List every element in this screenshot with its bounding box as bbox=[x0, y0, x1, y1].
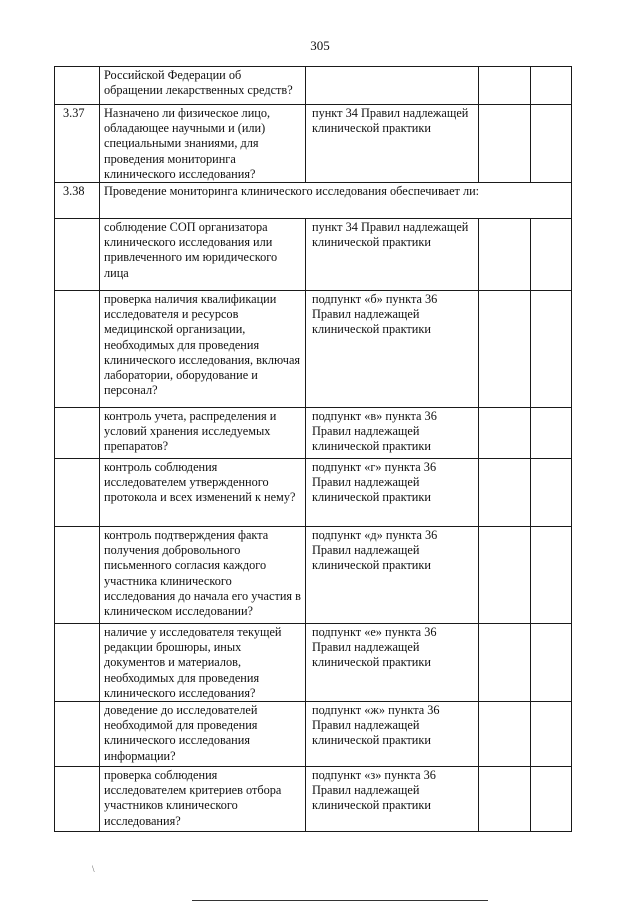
row-number bbox=[55, 67, 100, 105]
row-number: 3.38 bbox=[55, 183, 100, 219]
question-cell: контроль подтверждения факта получения добровольного письменного согласия каждого участника клинического исследования до начала его участия в клиническом исследовании? bbox=[100, 527, 306, 624]
reference-cell: подпункт «в» пункта 36 Правил надлежащей клинической практики bbox=[306, 408, 479, 459]
table-row bbox=[55, 291, 572, 408]
answer-cell bbox=[479, 408, 531, 459]
question-cell: проверка наличия квалификации исследователя и ресурсов медицинской организации, необходимых для проведения клинического исследования, включая лаборатории, оборудование и персонал? bbox=[100, 291, 306, 408]
reference-cell: подпункт «д» пункта 36 Правил надлежащей клинической практики bbox=[306, 527, 479, 624]
question-cell: доведение до исследователей необходимой для проведения клинического исследования информации? bbox=[100, 702, 306, 767]
reference-cell bbox=[306, 67, 479, 105]
reference-cell: подпункт «г» пункта 36 Правил надлежащей клинической практики bbox=[306, 459, 479, 527]
row-number bbox=[55, 624, 100, 702]
question-cell: контроль соблюдения исследователем утвержденного протокола и всех изменений к нему? bbox=[100, 459, 306, 527]
answer-cell bbox=[479, 767, 531, 832]
table-row bbox=[55, 459, 572, 527]
table-row bbox=[55, 702, 572, 767]
table-row bbox=[55, 527, 572, 624]
table-row bbox=[55, 105, 572, 183]
checklist-table bbox=[54, 66, 572, 832]
row-number bbox=[55, 767, 100, 832]
note-cell bbox=[531, 624, 572, 702]
table-row bbox=[55, 67, 572, 105]
section-heading-cell: Проведение мониторинга клинического исследования обеспечивает ли: bbox=[100, 183, 572, 219]
answer-cell bbox=[479, 702, 531, 767]
row-number bbox=[55, 291, 100, 408]
note-cell bbox=[531, 408, 572, 459]
reference-cell: подпункт «б» пункта 36 Правил надлежащей клинической практики bbox=[306, 291, 479, 408]
note-cell bbox=[531, 105, 572, 183]
reference-cell: подпункт «ж» пункта 36 Правил надлежащей клинической практики bbox=[306, 702, 479, 767]
question-cell: проверка соблюдения исследователем критериев отбора участников клинического исследования? bbox=[100, 767, 306, 832]
answer-cell bbox=[479, 527, 531, 624]
question-cell: Назначено ли физическое лицо, обладающее научными и (или) специальными знаниями, для проведения мониторинга клинического исследования? bbox=[100, 105, 306, 183]
question-cell: Российской Федерации об обращении лекарственных средств? bbox=[100, 67, 306, 105]
answer-cell bbox=[479, 219, 531, 291]
row-number bbox=[55, 527, 100, 624]
reference-cell: подпункт «е» пункта 36 Правил надлежащей клинической практики bbox=[306, 624, 479, 702]
reference-cell: пункт 34 Правил надлежащей клинической практики bbox=[306, 105, 479, 183]
table-row bbox=[55, 767, 572, 832]
note-cell bbox=[531, 459, 572, 527]
answer-cell bbox=[479, 291, 531, 408]
note-cell bbox=[531, 527, 572, 624]
note-cell bbox=[531, 219, 572, 291]
reference-cell: пункт 34 Правил надлежащей клинической практики bbox=[306, 219, 479, 291]
answer-cell bbox=[479, 105, 531, 183]
page-number: 305 bbox=[310, 38, 330, 53]
question-cell: наличие у исследователя текущей редакции брошюры, иных документов и материалов, необходимых для проведения клинического исследования? bbox=[100, 624, 306, 702]
note-cell bbox=[531, 702, 572, 767]
row-number bbox=[55, 219, 100, 291]
note-cell bbox=[531, 767, 572, 832]
reference-cell: подпункт «з» пункта 36 Правил надлежащей клинической практики bbox=[306, 767, 479, 832]
scan-mark: \ bbox=[92, 864, 95, 874]
row-number bbox=[55, 702, 100, 767]
table-row bbox=[55, 408, 572, 459]
question-cell: соблюдение СОП организатора клинического исследования или привлеченного им юридического лица bbox=[100, 219, 306, 291]
table-row bbox=[55, 183, 572, 219]
answer-cell bbox=[479, 67, 531, 105]
bottom-divider bbox=[192, 900, 488, 901]
row-number: 3.37 bbox=[55, 105, 100, 183]
table-row bbox=[55, 219, 572, 291]
answer-cell bbox=[479, 459, 531, 527]
note-cell bbox=[531, 67, 572, 105]
row-number bbox=[55, 459, 100, 527]
answer-cell bbox=[479, 624, 531, 702]
note-cell bbox=[531, 291, 572, 408]
question-cell: контроль учета, распределения и условий хранения исследуемых препаратов? bbox=[100, 408, 306, 459]
table-row bbox=[55, 624, 572, 702]
row-number bbox=[55, 408, 100, 459]
